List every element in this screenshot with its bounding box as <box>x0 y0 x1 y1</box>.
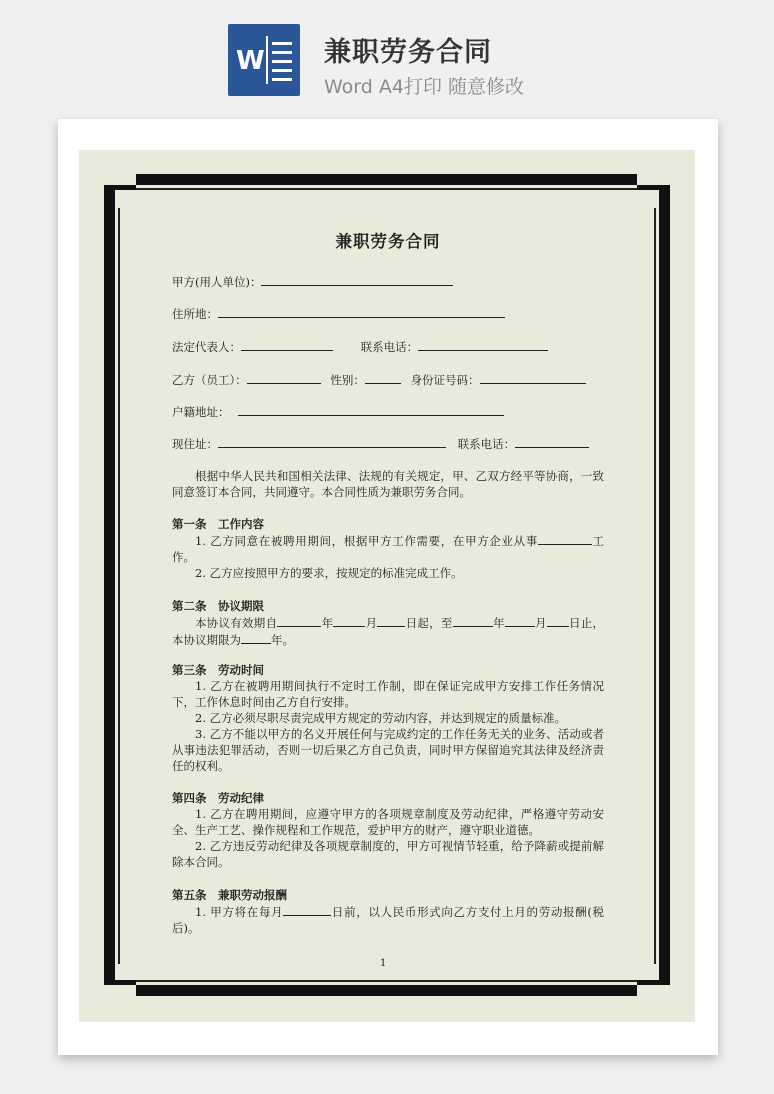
article-4-p2: 2. 乙方违反劳动纪律及各项规章制度的，甲方可视情节轻重，给予降薪或提前解除本合同。 <box>172 839 604 869</box>
legal-rep-label: 法定代表人： <box>172 340 241 354</box>
address-label: 住所地： <box>172 307 218 321</box>
document-title: 兼职劳务合同 <box>335 232 441 251</box>
article-3-heading: 第三条 劳动时间 <box>172 663 264 677</box>
banner-subtitle: Word A4打印 随意修改 <box>324 76 525 98</box>
phone-blank[interactable] <box>418 338 548 351</box>
household-field <box>172 403 504 420</box>
current-address-field <box>172 435 589 452</box>
party-b-label: 乙方（员工）： <box>172 373 247 387</box>
term-length-label: 日止，本协议期限为 <box>172 616 605 647</box>
term-years-blank[interactable] <box>241 631 271 644</box>
year-label: 年 <box>321 616 334 630</box>
start-month-blank[interactable] <box>333 614 365 627</box>
phone-label: 联系电话： <box>360 340 419 354</box>
term-from-label: 本协议有效期自 <box>195 616 278 630</box>
article-5-p1-end: 日前，以人民币形式向乙方支付上月的劳动报酬(税后)。 <box>172 905 604 935</box>
article-3-p1: 1. 乙方在被聘用期间执行不定时工作制，即在保证完成甲方安排工作任务情况下，工作休息时间由乙方自行安排。 <box>172 679 604 709</box>
article-2-p1 <box>172 614 604 648</box>
party-a-label: 甲方(用人单位)： <box>172 275 262 289</box>
article-3-p3: 3. 乙方不能以甲方的名义开展任何与完成约定的工作任务无关的业务、活动或者从事违法犯罪活动，否则一切后果乙方自己负责，同时甲方保留追究其法律及经济责任的权利。 <box>172 727 604 773</box>
end-year-blank[interactable] <box>453 614 493 627</box>
id-number-label: 身份证号码： <box>410 373 480 387</box>
article-5-heading: 第五条 兼职劳动报酬 <box>172 888 287 902</box>
party-a-blank[interactable] <box>261 273 453 286</box>
current-address-label: 现住址： <box>172 437 218 451</box>
household-label: 户籍地址： <box>172 405 230 419</box>
word-app-icon <box>228 24 300 96</box>
year-end-label: 年。 <box>271 633 294 647</box>
month-label: 月 <box>365 616 378 630</box>
start-year-blank[interactable] <box>277 614 321 627</box>
party-a-field <box>172 273 453 290</box>
gender-label: 性别： <box>330 373 365 387</box>
legal-rep-field <box>172 338 548 355</box>
gender-blank[interactable] <box>365 371 401 384</box>
article-1-p1-end: 工作。 <box>172 534 605 564</box>
phone2-blank[interactable] <box>515 435 589 448</box>
article-4-p1: 1. 乙方在聘用期间，应遵守甲方的各项规章制度及劳动纪律，严格遵守劳动安全、生产工艺、操作规程和工作规范，爱护甲方的财产，遵守职业道德。 <box>172 807 604 837</box>
word-logo-letter: W <box>236 46 265 76</box>
article-2-heading: 第二条 协议期限 <box>172 599 264 613</box>
article-5-p1 <box>172 903 604 936</box>
party-b-blank[interactable] <box>247 371 321 384</box>
day-from-label: 日起，至 <box>405 616 453 630</box>
pay-day-blank[interactable] <box>283 903 331 916</box>
party-b-field <box>172 371 586 388</box>
article-1-p2: 2. 乙方应按照甲方的要求，按规定的标准完成工作。 <box>195 566 463 580</box>
year-label-2: 年 <box>492 616 505 630</box>
phone2-label: 联系电话： <box>457 437 516 451</box>
address-blank[interactable] <box>218 305 505 318</box>
preamble: 根据中华人民共和国相关法律、法规的有关规定，甲、乙双方经平等协商，一致同意签订本合同，共同遵守。本合同性质为兼职劳务合同。 <box>172 469 604 499</box>
start-day-blank[interactable] <box>377 614 405 627</box>
page-number: 1 <box>380 958 387 969</box>
address-field <box>172 305 505 322</box>
household-blank[interactable] <box>238 403 504 416</box>
article-5-p1-text: 1. 甲方将在每月 <box>195 905 284 919</box>
current-address-blank[interactable] <box>218 435 446 448</box>
end-day-blank[interactable] <box>547 614 569 627</box>
banner-title: 兼职劳务合同 <box>324 37 492 68</box>
legal-rep-blank[interactable] <box>241 338 333 351</box>
document-lines-icon <box>266 36 292 84</box>
article-1-p1-text: 1. 乙方同意在被聘用期间，根据甲方工作需要，在甲方企业从事 <box>195 534 538 548</box>
month-label-2: 月 <box>534 616 547 630</box>
article-3-p2: 2. 乙方必须尽职尽责完成甲方规定的劳动内容，并达到规定的质量标准。 <box>195 711 567 725</box>
job-blank[interactable] <box>538 532 592 545</box>
id-number-blank[interactable] <box>480 371 586 384</box>
article-1-heading: 第一条 工作内容 <box>172 517 264 531</box>
end-month-blank[interactable] <box>505 614 535 627</box>
article-1-p1 <box>172 532 604 565</box>
article-4-heading: 第四条 劳动纪律 <box>172 791 264 805</box>
